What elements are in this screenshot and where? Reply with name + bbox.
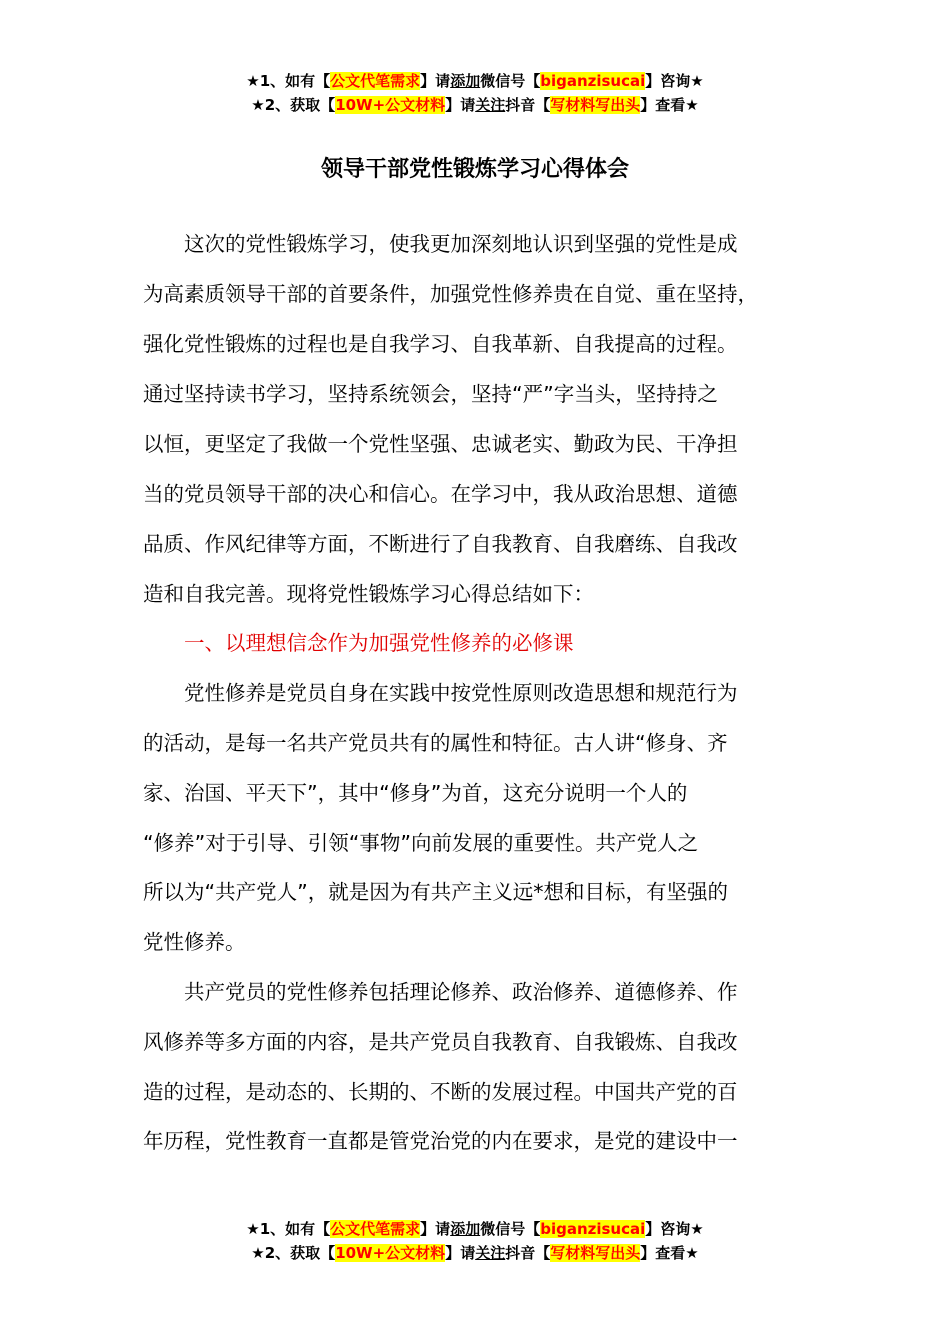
- body-line: 所以为“共产党人”，就是因为有共产主义远*想和目标，有坚强的: [143, 880, 728, 904]
- promo-text: 微信号【: [480, 1220, 541, 1238]
- body-line: 强化党性锻炼的过程也是自我学习、自我革新、自我提高的过程。: [143, 332, 738, 356]
- promo-text: 】请: [420, 72, 451, 90]
- body-line: 造和自我完善。现将党性锻炼学习心得总结如下：: [143, 582, 594, 606]
- body-line: 以恒，更坚定了我做一个党性坚强、忠诚老实、勤政为民、干净担: [143, 432, 738, 456]
- promo-line-2: [0, 93, 950, 117]
- promo-text: ★1、如有【: [246, 1220, 331, 1238]
- wechat-id: biganzisucai: [540, 72, 646, 90]
- body-line: 党性修养是党员自身在实践中按党性原则改造思想和规范行为: [143, 681, 738, 705]
- body-line: 家、治国、平天下”，其中“修身”为首，这充分说明一个人的: [143, 781, 688, 805]
- promo-banner-top: [0, 69, 950, 117]
- promo-underlined: 添加: [450, 72, 481, 90]
- promo-text: 】请: [445, 1244, 476, 1262]
- body-line: 当的党员领导干部的决心和信心。在学习中，我从政治思想、道德: [143, 482, 738, 506]
- promo-highlight: 10W+公文材料: [335, 96, 446, 114]
- promo-text: 】查看★: [640, 96, 699, 114]
- body-line: 风修养等多方面的内容，是共产党员自我教育、自我锻炼、自我改: [143, 1030, 738, 1054]
- promo-underlined: 关注: [475, 96, 506, 114]
- promo-highlight: 10W+公文材料: [335, 1244, 446, 1262]
- promo-banner-bottom: [0, 1217, 950, 1265]
- promo-text: ★2、获取【: [251, 1244, 336, 1262]
- wechat-id: biganzisucai: [540, 1220, 646, 1238]
- douyin-id: 写材料写出头: [550, 96, 641, 114]
- body-line: 这次的党性锻炼学习，使我更加深刻地认识到坚强的党性是成: [143, 232, 738, 256]
- promo-text: 】请: [420, 1220, 451, 1238]
- promo-highlight: 公文代笔需求: [330, 72, 421, 90]
- promo-line-2: [0, 1241, 950, 1265]
- promo-text: 】咨询★: [645, 1220, 704, 1238]
- document-title: 领导干部党性锻炼学习心得体会: [320, 157, 629, 182]
- promo-highlight: 公文代笔需求: [330, 1220, 421, 1238]
- promo-text: ★2、获取【: [251, 96, 336, 114]
- promo-underlined: 关注: [475, 1244, 506, 1262]
- promo-underlined: 添加: [450, 1220, 481, 1238]
- body-line: 的活动，是每一名共产党员共有的属性和特征。古人讲“修身、齐: [143, 731, 728, 755]
- promo-text: 】咨询★: [645, 72, 704, 90]
- promo-text: 】查看★: [640, 1244, 699, 1262]
- promo-line-1: [0, 1217, 950, 1241]
- body-line: 共产党员的党性修养包括理论修养、政治修养、道德修养、作: [143, 980, 738, 1004]
- body-line: 通过坚持读书学习，坚持系统领会，坚持“严”字当头，坚持持之: [143, 382, 718, 406]
- douyin-id: 写材料写出头: [550, 1244, 641, 1262]
- body-line: “修养”对于引导、引领“事物”向前发展的重要性。共产党人之: [143, 831, 698, 855]
- body-line: 造的过程，是动态的、长期的、不断的发展过程。中国共产党的百: [143, 1080, 738, 1104]
- promo-text: 抖音【: [505, 96, 551, 114]
- body-line: 为高素质领导干部的首要条件，加强党性修养贵在自觉、重在坚持，: [143, 282, 758, 306]
- body-line: 党性修养。: [143, 930, 246, 954]
- body-line: 年历程，党性教育一直都是管党治党的内在要求，是党的建设中一: [143, 1129, 738, 1153]
- section-heading: 一、以理想信念作为加强党性修养的必修课: [143, 631, 574, 655]
- promo-text: 微信号【: [480, 72, 541, 90]
- promo-text: 】请: [445, 96, 476, 114]
- promo-text: ★1、如有【: [246, 72, 331, 90]
- promo-text: 抖音【: [505, 1244, 551, 1262]
- promo-line-1: [0, 69, 950, 93]
- body-line: 品质、作风纪律等方面，不断进行了自我教育、自我磨练、自我改: [143, 532, 738, 556]
